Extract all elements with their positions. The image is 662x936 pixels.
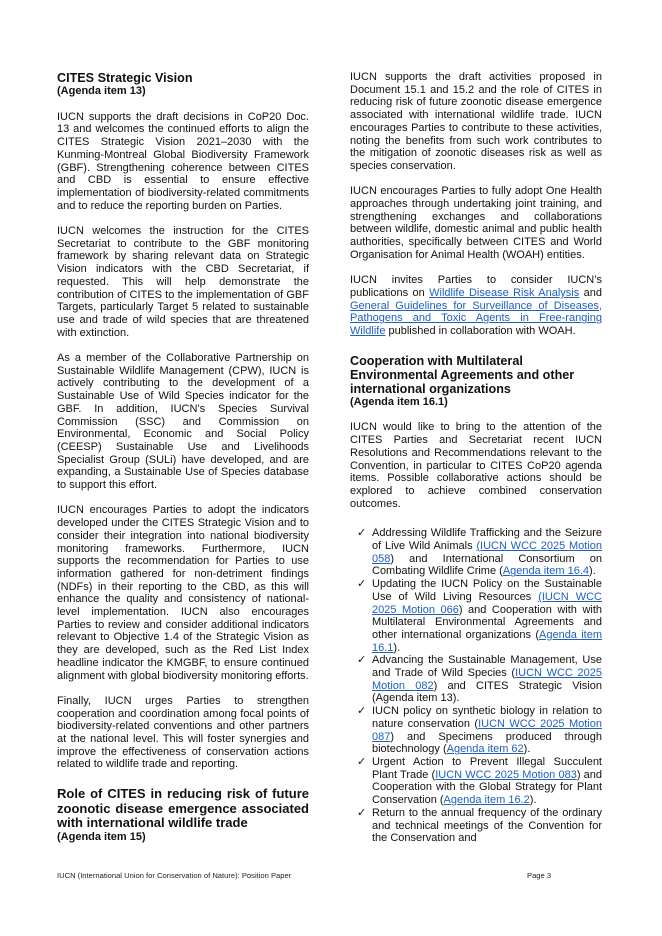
paragraph [350, 71, 602, 173]
paragraph: IUCN encourages Parties to adopt the indicators developed under the CITES Strategic Vision and to consider their integration into national biodiversity monitoring frameworks. Furthermore, IUCN supports the recommendation for Parties to use information gathered for non-detriment findings (NDFs) in their reporting to the CBD, as this will enhance the quality and consistency of national-level implementation. IUCN also encourages Parties to review and consider additional indicators relevant to Objective 1.4 of the Strategic Vision as they are developed, such as the Red List Index headline indicator the KMGBF, to ensure continued alignment with global biodiversity monitoring efforts. [57, 504, 309, 682]
agenda-label: (Agenda item 15) [57, 830, 146, 843]
text-run: IUCN invites Parties to consider IUCN’s publications on [350, 274, 602, 299]
checkmark-icon: ✓ [357, 527, 367, 540]
reference-link[interactable]: IUCN WCC 2025 Motion 083 [435, 768, 577, 781]
text-run: Addressing Wildlife Trafficking and the Seizure of Live Wild Animals [372, 527, 602, 553]
paragraph: As a member of the Collaborative Partnership on Sustainable Wildlife Management (CPW), IUCN is actively contributing to the development of a Sustainable Use of Wild Species indicator for the GBF. In addition, IUCN’s Species Survival Commission (SSC) and Commission on Environmental, Economic and Social Policy (CEESP) Sustainable Use and Livelihoods Specialist Group (SULi) have developed, and are expanding, a Sustainable Use of Species database to support this effort. [57, 352, 309, 492]
paragraph [350, 185, 602, 261]
text-run: Advancing the Sustainable Management, Use and Trade of Wild Species ( [372, 654, 602, 680]
checkmark-icon: ✓ [357, 705, 367, 718]
section-title-cooperation: Cooperation with Multilateral Environmental Agreements and other international organizations [350, 353, 575, 396]
text-run: Urgent Action to Prevent Illegal Succulent Plant Trade ( [372, 756, 602, 781]
section-title-zoonotic: Role of CITES in reducing risk of future zoonotic disease emergence associated with international wildlife trade [57, 786, 309, 831]
text-run: ) and Cooperation with with Multilateral Environmental Agreements and other international organizations ( [372, 603, 603, 641]
checkmark-icon: ✓ [357, 654, 367, 667]
text-run: and [579, 286, 602, 299]
paragraph: IUCN would like to bring to the attention of the CITES Parties and Secretariat recent IUCN Resolutions and Recommendations relevant to the Convention, in particular to CITES CoP20 agenda items. Possible collaborative actions should be explored to achieve combined conservation outcomes. [350, 421, 602, 510]
text-run: IUCN supports the draft activities proposed in Document 15.1 and 15.2 and the role of CITES in reducing risk of future zoonotic disease emergence associated with international wildlife trade. IUCN encourages Parties to contribute to these activities, noting the benefits from such work contributes to the mitigation of zoonotic diseases risk as well as species conservation. [350, 71, 602, 172]
checkmark-icon: ✓ [357, 578, 367, 591]
text-run: ). [393, 641, 401, 654]
list-item [357, 527, 602, 578]
text-run: Return to the annual frequency of the ordinary and technical meetings of the Convention for the Conservation and [372, 806, 602, 845]
checkmark-icon: ✓ [357, 806, 367, 819]
list-item [357, 806, 602, 845]
agenda-label: (Agenda item 16.1) [350, 395, 448, 408]
list-item [357, 756, 602, 807]
reference-link[interactable]: (IUCN WCC 2025 Motion 066 [372, 590, 602, 616]
text-run: Updating the IUCN Policy on the Sustainable Use of Wild Living Resources [372, 578, 602, 603]
reference-link[interactable]: IUCN WCC 2025 Motion 087 [372, 717, 602, 743]
reference-link[interactable]: IUCN WCC 2025 Motion 082 [372, 667, 602, 692]
resolutions-list [350, 527, 602, 845]
reference-link[interactable]: (IUCN WCC 2025 Motion 058 [372, 540, 602, 565]
paragraph: IUCN welcomes the instruction for the CITES Secretariat to contribute to the GBF monitoring framework by sharing relevant data on Strategic Vision indicators with the CBD Secretariat, if requested. This will help demonstrate the contribution of CITES to the implementation of GBF Targets, particularly Target 5 related to sustainable use and trade of wild species that are threatened with extinction. [57, 225, 309, 339]
text-run: published in collaboration with WOAH. [385, 325, 576, 338]
reference-link[interactable]: Agenda item 16.4 [502, 565, 590, 578]
list-item [357, 578, 603, 654]
paragraph: IUCN supports the draft decisions in CoP20 Doc. 13 and welcomes the continued efforts to align the CITES Strategic Vision 2021–2030 with the Kunming-Montreal Global Biodiversity Framework (GBF). Strengthening coherence between CITES and CBD is essential to ensure effective implementation of biodiversity-related commitments and to reduce the reporting burden on Parties. [57, 110, 309, 212]
text-run: ). [589, 565, 596, 578]
text-run: IUCN encourages Parties to fully adopt One Health approaches through undertaking joint training, and strengthening exchanges and collaborations between wildlife, domestic animal and public health authorities, specifically between CITES and World Organisation for Animal Health (WOAH) entities. [350, 185, 602, 261]
checkmark-icon: ✓ [357, 756, 367, 768]
reference-link[interactable]: General Guidelines for Surveillance of Diseases, Pathogens and Toxic Agents in Free-ranging Wildlife [350, 299, 602, 338]
text-run: ) and International Consortium on Combating Wildlife Crime ( [372, 552, 602, 578]
agenda-label: (Agenda item 13) [57, 85, 146, 97]
text-run: ). [523, 743, 531, 756]
reference-link[interactable]: Agenda item 16.1 [372, 628, 603, 654]
left-column [57, 71, 309, 856]
text-run: ) and Cooperation with the Global Strategy for Plant Conservation ( [372, 768, 602, 807]
text-run: ) and CITES Strategic Vision (Agenda item 13). [372, 679, 602, 705]
section-title-strategic-vision: CITES Strategic Vision [57, 71, 193, 85]
right-column [350, 71, 602, 845]
reference-link[interactable]: Wildlife Disease Risk Analysis [429, 286, 580, 299]
zoonotic-paragraphs [350, 71, 602, 338]
text-run: ). [529, 794, 537, 807]
reference-link[interactable]: Agenda item 16.2 [443, 794, 530, 807]
paragraph [350, 274, 602, 338]
footer-title: IUCN (International Union for Conservation of Nature): Position Paper [57, 871, 292, 880]
list-item [357, 654, 602, 705]
paragraph: Finally, IUCN urges Parties to strengthen cooperation and coordination among focal points of biodiversity-related conventions and other partners at the national level. This will foster synergies and improve the effectiveness of conservation actions related to wildlife trade and reporting. [57, 694, 309, 771]
list-item [357, 705, 602, 756]
text-run: IUCN policy on synthetic biology in relation to nature conservation ( [372, 705, 602, 730]
text-run: ) and Specimens produced through biotechnology ( [372, 730, 602, 756]
reference-link[interactable]: Agenda item 62 [446, 743, 524, 756]
page-number: Page 3 [527, 871, 552, 880]
